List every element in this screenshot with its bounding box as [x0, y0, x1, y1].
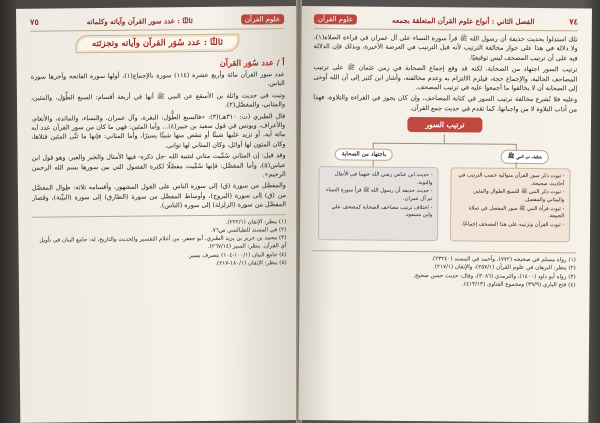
connector-line [373, 143, 517, 145]
branch-by-companions: باجتهاد من الصحابة [335, 149, 393, 162]
subsection-heading: أ / عدد سُوَر القرآن [219, 57, 285, 68]
footnote: (١) رواه مسلم في صحيحه (٧٧٢)، وأحمد في المسند (٢٣٢٤٠). [431, 256, 576, 264]
body-paragraph: عدد سور القرآن مائة وأربع عشرة (١١٤) سورة بالإجماع(١)، أولها سورة الفاتحة وآخرها سورة الناس. [30, 70, 285, 88]
connector-line [444, 134, 445, 143]
footnote-divider [312, 250, 576, 253]
footnote: (٢) في المسند للطيالسي ص٧٦. [210, 227, 287, 234]
evidence-item: - ثبوت ذكر سور القرآن متوالية حسب الترتيب في أحاديث صحيحة. [458, 172, 565, 188]
footnote: (٣) محمد بن جرير بن يزيد الطبري، أبو جعفر، من أعلام التفسير والحديث والتاريخ، له: جامع البيان في تأويل آي القرآن. ينظر: السير (٢٦٧/١٤). [39, 235, 287, 251]
body-paragraph: ترتيب السور اجتهاد من الصحابة، لكنه قد وقع إجماع الصحابة في زمن عثمان ﷺ على ترتيب المصاحف الحالية، والإجماع حجة، فيلزم الالتزام به وعدم مخالفته، وأشار ابن كثير إلى أن الله أوحى إلى الصحابة أن لا يخالفوا ما أجمعوا عليه في ترتيب المصحف. [313, 63, 578, 93]
left-page-header [30, 12, 284, 32]
footnote: (٥) ينظر: الإتقان (١٨٠/١-٢١٧). [215, 259, 287, 267]
diagram-title: ترتيب السور [407, 117, 482, 133]
section-title: ثالثًا : عدد سُوَر القرآن وآياته وتجزئته [75, 34, 240, 54]
footnote-divider [32, 214, 286, 218]
evidence-item: - ثبوت ذكر النبي ﷺ للسبع الطوال والمئين والمثاني والمفصل. [473, 188, 565, 204]
section-banner [30, 33, 284, 54]
evidence-item: - اختلاف ترتيب مصاحف الصحابة كمصحف علي وابن مسعود. [331, 203, 433, 219]
evidence-item: - ثبوت القرآن وترتيبه على هذا المصحف إجماعًا. [461, 221, 565, 229]
evidence-item: - حديث حذيفة أن رسول الله ﷺ قرأ سورة النساء ثم آل عمران. [325, 187, 433, 203]
page-number: ٧٥ [30, 16, 39, 27]
body-paragraph: تلك استدلوا بحديث حذيفة أن رسول الله ﷺ قرأ سورة النساء على آل عمران في قراءة الصلاة(١)، ولا دلالة في هذا على جواز مخالفة الترتيب لأنه قبل الترتيب في العرضة الأخيرة، وبذلك فإن الدلالة فيه على أن ترتيب المصحف ليس توقيفيًا. [313, 33, 578, 63]
footnote: (١) ينظر: الإتقان (٢٢٢/١). [225, 218, 287, 226]
running-header-title: الفصل الثاني : أنواع علوم القرآن المتعلقة بجمعه [392, 15, 535, 26]
branch-by-revelation: بتوقيف من النبي ﷺ [501, 150, 549, 164]
body-paragraph: وعليه فلا تُشرع مخالفة ترتيب السور في كتابة المصاحف، وإن كان يجوز في القراءة والتلاوة، فهذا من آداب التلاوة لا من واجباتها، كما تقدم في حديث جمع القرآن. [313, 93, 578, 114]
footnote: (٤) فتح الباري (٣٩/٩) ومجموع الفتاوى (٤١٣/١٣). [462, 281, 576, 289]
footnote: (٤) جامع البيان (١٠٠/١-١٠٤) بتصرف يسير. [187, 251, 287, 259]
footnote: (٢) ينظر: البرهان في علوم القرآن (٢٥٧/١)، والإتقان (٢١٧/١). [432, 264, 576, 272]
body-paragraph: قال الطبري (ت: ٣١٠هـ)(٣): «فالسبع الطُّوَل: البقرة، وآل عمران، والنساء، والمائدة، والأنعام، والأعراف، ويونس في قول سعيد بن جبير(٤)... وأما المئين: فهي ما كان من سور القرآن عدد آيه مائة آية، أو تزيد عليها شيئًا أو تنقص منها شيئًا يسيرًا، وأما المثاني: فإنها ما ثنَّى المئين فتلاها، وكان المئون لها أوائل، وكان المثاني لها ثواني. [31, 111, 286, 150]
surah-order-diagram [312, 116, 577, 246]
right-page [298, 6, 592, 423]
footnote: (٣) رواه أبو داود (١٤٠٠)، والترمذي (٣٠٨٦)، وقال: حديث حسن صحيح. [413, 272, 576, 281]
companions-evidence-box [318, 166, 439, 241]
left-page [16, 6, 300, 423]
right-page-header [314, 12, 578, 31]
body-paragraph: وقد قيل: إن المثاني سُمِّيت مثاني لتثنية الله -جل ذكره- فيها الأمثال والخبر والعبر، وهو قول ابن عباس(٥)، وأما المفصَّل: فإنها سُمِّيت مفصَّلًا لكثرة الفصول التي بين سورها بسم الله الرحمن الرحيم». [31, 151, 286, 179]
evidence-item: - ثبوت قرأة النبي ﷺ سور المفصل في صلاة الجمعة. [468, 205, 565, 220]
revelation-evidence-box [450, 168, 571, 243]
evidence-item: - حديث ابن عباس رضي الله عنهما في الأنفال والتوبة. [334, 171, 433, 186]
body-paragraph: والمفصَّل من سورة (ق) إلى سورة الناس على القول المشهور، وأقسامه ثلاثة: طِوال المفصَّل من (ق) إلى سورة (البروج)، وأوساط المفصَّل من سورة (الطارق) إلى سورة (البيِّنة)، وقصار المفصَّل من سورة (الزلزلة) إلى سورة (الناس). [31, 181, 287, 210]
running-header-title: ثالثًا : عدد سور القرآن وآياته وكلماته [86, 15, 193, 26]
body-paragraph: وثبت في حديث واثلة بن الأسقع عن النبي ﷺ أنها في أربعة أقسام: السبع الطِّوَل، والمئين، والمثاني، والمفصَّل(٢). [30, 90, 286, 109]
book-logo: علوم القرآن [241, 14, 284, 24]
book-logo: علوم القرآن [314, 14, 357, 24]
page-number: ٧٤ [569, 16, 578, 27]
